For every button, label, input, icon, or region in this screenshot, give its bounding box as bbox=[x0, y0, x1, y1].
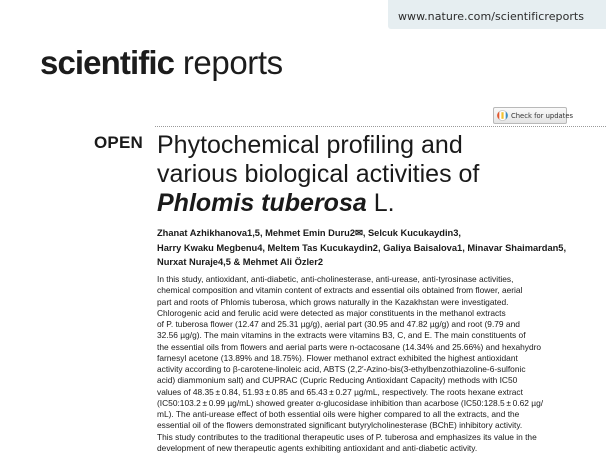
abstract-line: mL). The anti-urease effect of both essential oils were higher compared to all the extracts, and the bbox=[157, 409, 520, 419]
check-for-updates-button[interactable] bbox=[493, 107, 574, 124]
title-suffix: L. bbox=[366, 189, 395, 217]
journal-logo bbox=[40, 46, 283, 79]
abstract-line: the essential oils from flowers and aerial parts were n-octacosane (14.34% and 25.66%) and hexahydro bbox=[157, 341, 542, 352]
title-line: Phytochemical profiling and bbox=[157, 131, 463, 159]
journal-url-tab[interactable] bbox=[388, 0, 606, 29]
abstract-line: activity according to β-carotene-linoleic acid, ABTS (2,2′-Azino-bis(3-ethylbenzothiazoline-6-sulfonic bbox=[157, 364, 526, 374]
abstract-line: part and roots of Phlomis tuberosa, which grows naturally in the Kazakhstan were investigated. bbox=[157, 296, 509, 307]
journal-name-light: reports bbox=[182, 44, 283, 81]
abstract-line: Chlorogenic acid and ferulic acid were detected as major constituents in the methanol extracts bbox=[157, 307, 506, 318]
author-line[interactable]: Nurxat Nuraje4,5 & Mehmet Ali Özler2 bbox=[157, 257, 324, 267]
open-access-label: OPEN bbox=[94, 133, 143, 152]
abstract-line: farnesyl acetone (13.89% and 18.75%). Flower methanol extract exhibited the highest antioxidant bbox=[157, 352, 518, 363]
header-divider bbox=[155, 126, 606, 127]
title-line: various biological activities of bbox=[157, 160, 480, 188]
title-species-name: Phlomis tuberosa bbox=[157, 189, 367, 217]
author-list bbox=[157, 226, 566, 270]
abstract-line: acid) diammonium salt) and CUPRAC (Cupric Reducing Antioxidant Capacity) methods with IC50 bbox=[157, 375, 518, 386]
journal-url[interactable]: www.nature.com/scientificreports bbox=[398, 10, 585, 23]
abstract-line: of P. tuberosa flower (12.47 and 25.31 µg/g), aerial part (30.95 and 47.82 µg/g) and root (9.79 and bbox=[157, 319, 520, 329]
article-title bbox=[157, 131, 479, 218]
title-line-species bbox=[157, 189, 479, 218]
crossmark-icon bbox=[497, 110, 508, 122]
abstract-line: essential oil of the flowers demonstrated significant butyrylcholinesterase (BChE) inhibitory activity. bbox=[157, 420, 523, 431]
abstract-line: This study contributes to the traditional therapeutic uses of P. tuberosa and emphasizes its value in the bbox=[157, 431, 537, 442]
abstract-line: values of 48.35 ± 0.84, 51.93 ± 0.85 and 65.43 ± 0.27 µg/mL, respectively. The roots hexane extract bbox=[157, 386, 523, 397]
abstract-line: In this study, antioxidant, anti-diabetic, anti-cholinesterase, anti-urease, anti-tyrosinase activities, bbox=[157, 274, 514, 284]
abstract-line: (IC50:103.2 ± 0.99 µg/mL) showed greater α-glucosidase inhibition than acarbose (IC50:128.5 ± 0.62 µg/ bbox=[157, 397, 544, 408]
abstract-line: chemical composition and vitamin content of extracts and essential oils obtained from flower, aerial bbox=[157, 285, 523, 296]
check-for-updates-label: Check for updates bbox=[511, 111, 574, 120]
journal-name-bold: scientific bbox=[40, 44, 175, 81]
abstract bbox=[157, 274, 597, 454]
abstract-line: 32.56 µg/g). The main vitamins in the extracts were vitamins B3, C, and E. The main constituents of bbox=[157, 330, 526, 341]
abstract-line: development of new therapeutic agents exhibiting antioxidant and anti-diabetic activity. bbox=[157, 442, 478, 453]
author-line[interactable]: Harry Kwaku Megbenu4, Meltem Tas Kucukaydin2, Galiya Baisalova1, Minavar Shaimardan5, bbox=[157, 242, 567, 253]
author-line[interactable]: Zhanat Azhikhanova1,5, Mehmet Emin Duru2✉, Selcuk Kucukaydin3, bbox=[157, 228, 461, 238]
